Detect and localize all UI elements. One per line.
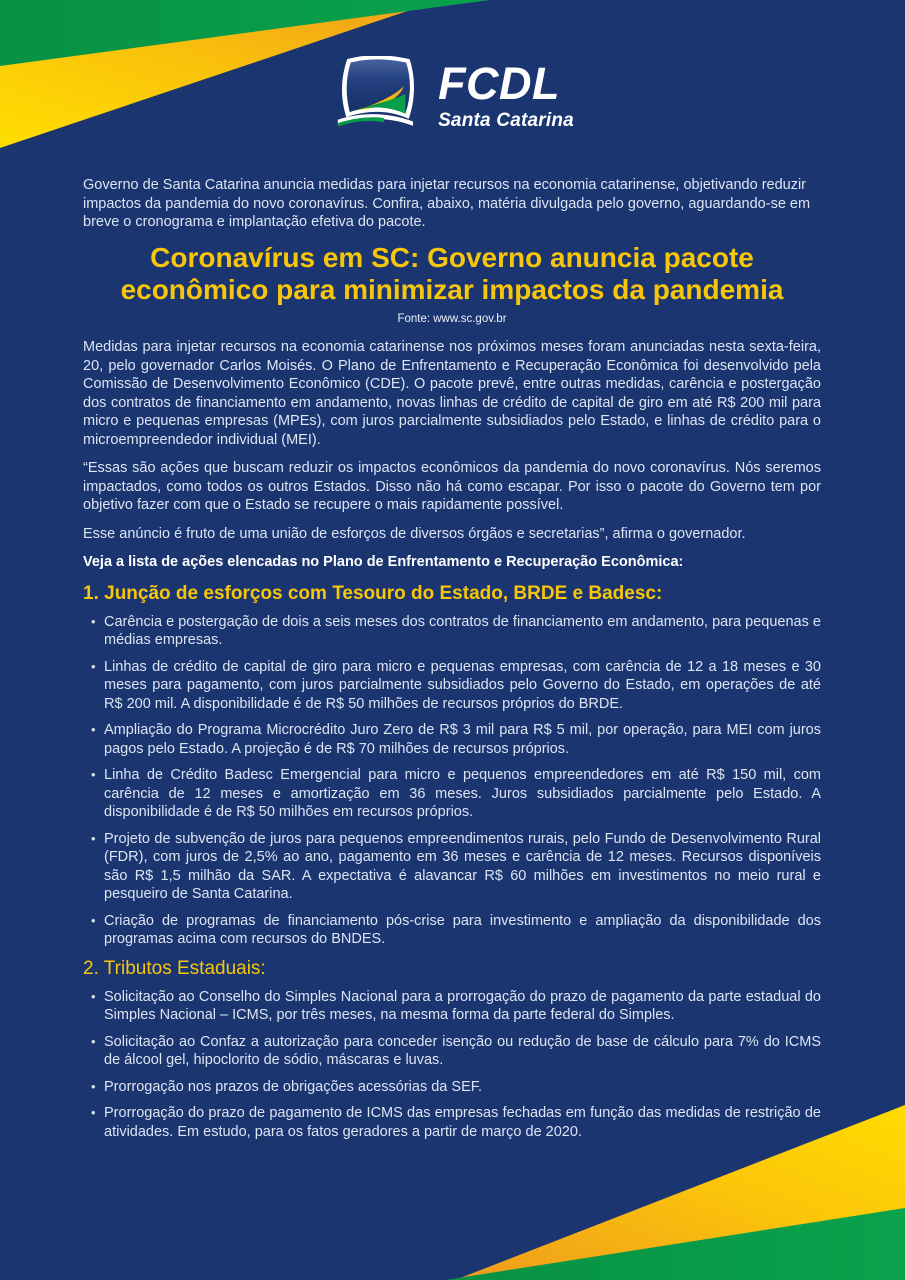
list-item: • Prorrogação nos prazos de obrigações acessórias da SEF.: [91, 1078, 821, 1097]
section-2-list: [91, 988, 821, 1142]
list-item: • Prorrogação do prazo de pagamento de ICMS das empresas fechadas em função das medidas de restrição de atividades. Em estudo, para os fatos geradores a partir de março de 2020.: [91, 1104, 821, 1141]
section-1-list: [91, 613, 821, 949]
section-2-title: 2. Tributos Estaduais:: [83, 957, 266, 979]
article-body: [83, 176, 821, 1149]
list-intro-line: Veja a lista de ações elencadas no Plano de Enfrentamento e Recuperação Econômica:: [83, 554, 684, 570]
list-item: • Ampliação do Programa Microcrédito Juro Zero de R$ 3 mil para R$ 5 mil, por operação, para MEI com juros pagos pelo Estado. A projeção é de R$ 70 milhões de recursos próprios.: [91, 721, 821, 758]
header-logo: [0, 56, 905, 134]
section-1-title: 1. Junção de esforços com Tesouro do Estado, BRDE e Badesc:: [83, 582, 663, 604]
source-line: Fonte: www.sc.gov.br: [397, 312, 507, 325]
body-paragraph-2: “Essas são ações que buscam reduzir os impactos econômicos da pandemia do novo coronavírus. Nós seremos impactados, como todos os outros Estados. Disso não há como escapar. Por isso o pacote do Governo tem por objetivo fazer com que o Estado se recupere o mais rapidamente possível.: [83, 460, 821, 513]
list-item: • Linhas de crédito de capital de giro para micro e pequenas empresas, com carência de 12 a 18 meses e 30 meses para pagamento, com juros parcialmente subsidiados pelo Governo do Estado, em operações de até R$ 200 mil. A disponibilidade é de R$ 50 milhões de recursos próprios do BRDE.: [91, 658, 821, 714]
list-item: • Solicitação ao Confaz a autorização para conceder isenção ou redução de base de cálculo para 7% do ICMS de álcool gel, hipoclorito de sódio, máscaras e luvas.: [91, 1033, 821, 1070]
list-item: • Linha de Crédito Badesc Emergencial para micro e pequenos empreendedores em até R$ 150 mil, com carência de 12 meses e amortização em 36 meses. Juros subsidiados parcialmente pelo Estado. A disponibilidade é de R$ 50 milhões em recursos próprios.: [91, 766, 821, 822]
article-headline: Coronavírus em SC: Governo anuncia pacote econômico para minimizar impactos da pandemia: [120, 241, 784, 305]
logo-subtitle: Santa Catarina: [438, 109, 574, 131]
intro-paragraph: Governo de Santa Catarina anuncia medidas para injetar recursos na economia catarinense, objetivando reduzir impactos da pandemia do novo coronavírus. Confira, abaixo, matéria divulgada pelo governo, aguardando-se em breve o cronograma e implantação efetiva do pacote.: [83, 177, 811, 230]
body-paragraph-1: Medidas para injetar recursos na economia catarinense nos próximos meses foram anunciadas nesta sexta-feira, 20, pelo governador Carlos Moisés. O Plano de Enfrentamento e Recuperação Econômica foi desenvolvido pela Comissão de Desenvolvimento Econômico (CDE). O pacote prevê, entre outras medidas, carência e postergação dos contratos de financiamento em andamento, novas linhas de crédito de capital de giro em até R$ 200 mil para micro e pequenas empresas (MPEs), com juros parcialmente subsidiados pelo Estado, e linhas de crédito para o microempreendedor individual (MEI).: [83, 339, 821, 448]
list-item: • Projeto de subvenção de juros para pequenos empreendimentos rurais, pelo Fundo de Desenvolvimento Rural (FDR), com juros de 2,5% ao ano, pagamento em 36 meses e carência de 12 meses. Recursos disponíveis são R$ 1,5 milhão da SAR. A expectativa é alavancar R$ 60 milhões em investimentos no meio rural e pesqueiro de Santa Catarina.: [91, 830, 821, 904]
list-item: • Carência e postergação de dois a seis meses dos contratos de financiamento em andamento, para pequenas e médias empresas.: [91, 613, 821, 650]
logo-wordmark: [438, 57, 574, 131]
list-item: • Solicitação ao Conselho do Simples Nacional para a prorrogação do prazo de pagamento da parte estadual do Simples Nacional – ICMS, por três meses, na mesma forma da parte federal do Simples.: [91, 988, 821, 1025]
logo-name: FCDL: [438, 57, 561, 109]
body-paragraph-3: Esse anúncio é fruto de uma união de esforços de diversos órgãos e secretarias”, afirma o governador.: [83, 525, 746, 542]
list-item: • Criação de programas de financiamento pós-crise para investimento e ampliação da disponibilidade dos programas acima com recursos do BNDES.: [91, 912, 821, 949]
fcdl-flag-icon: [331, 56, 425, 134]
